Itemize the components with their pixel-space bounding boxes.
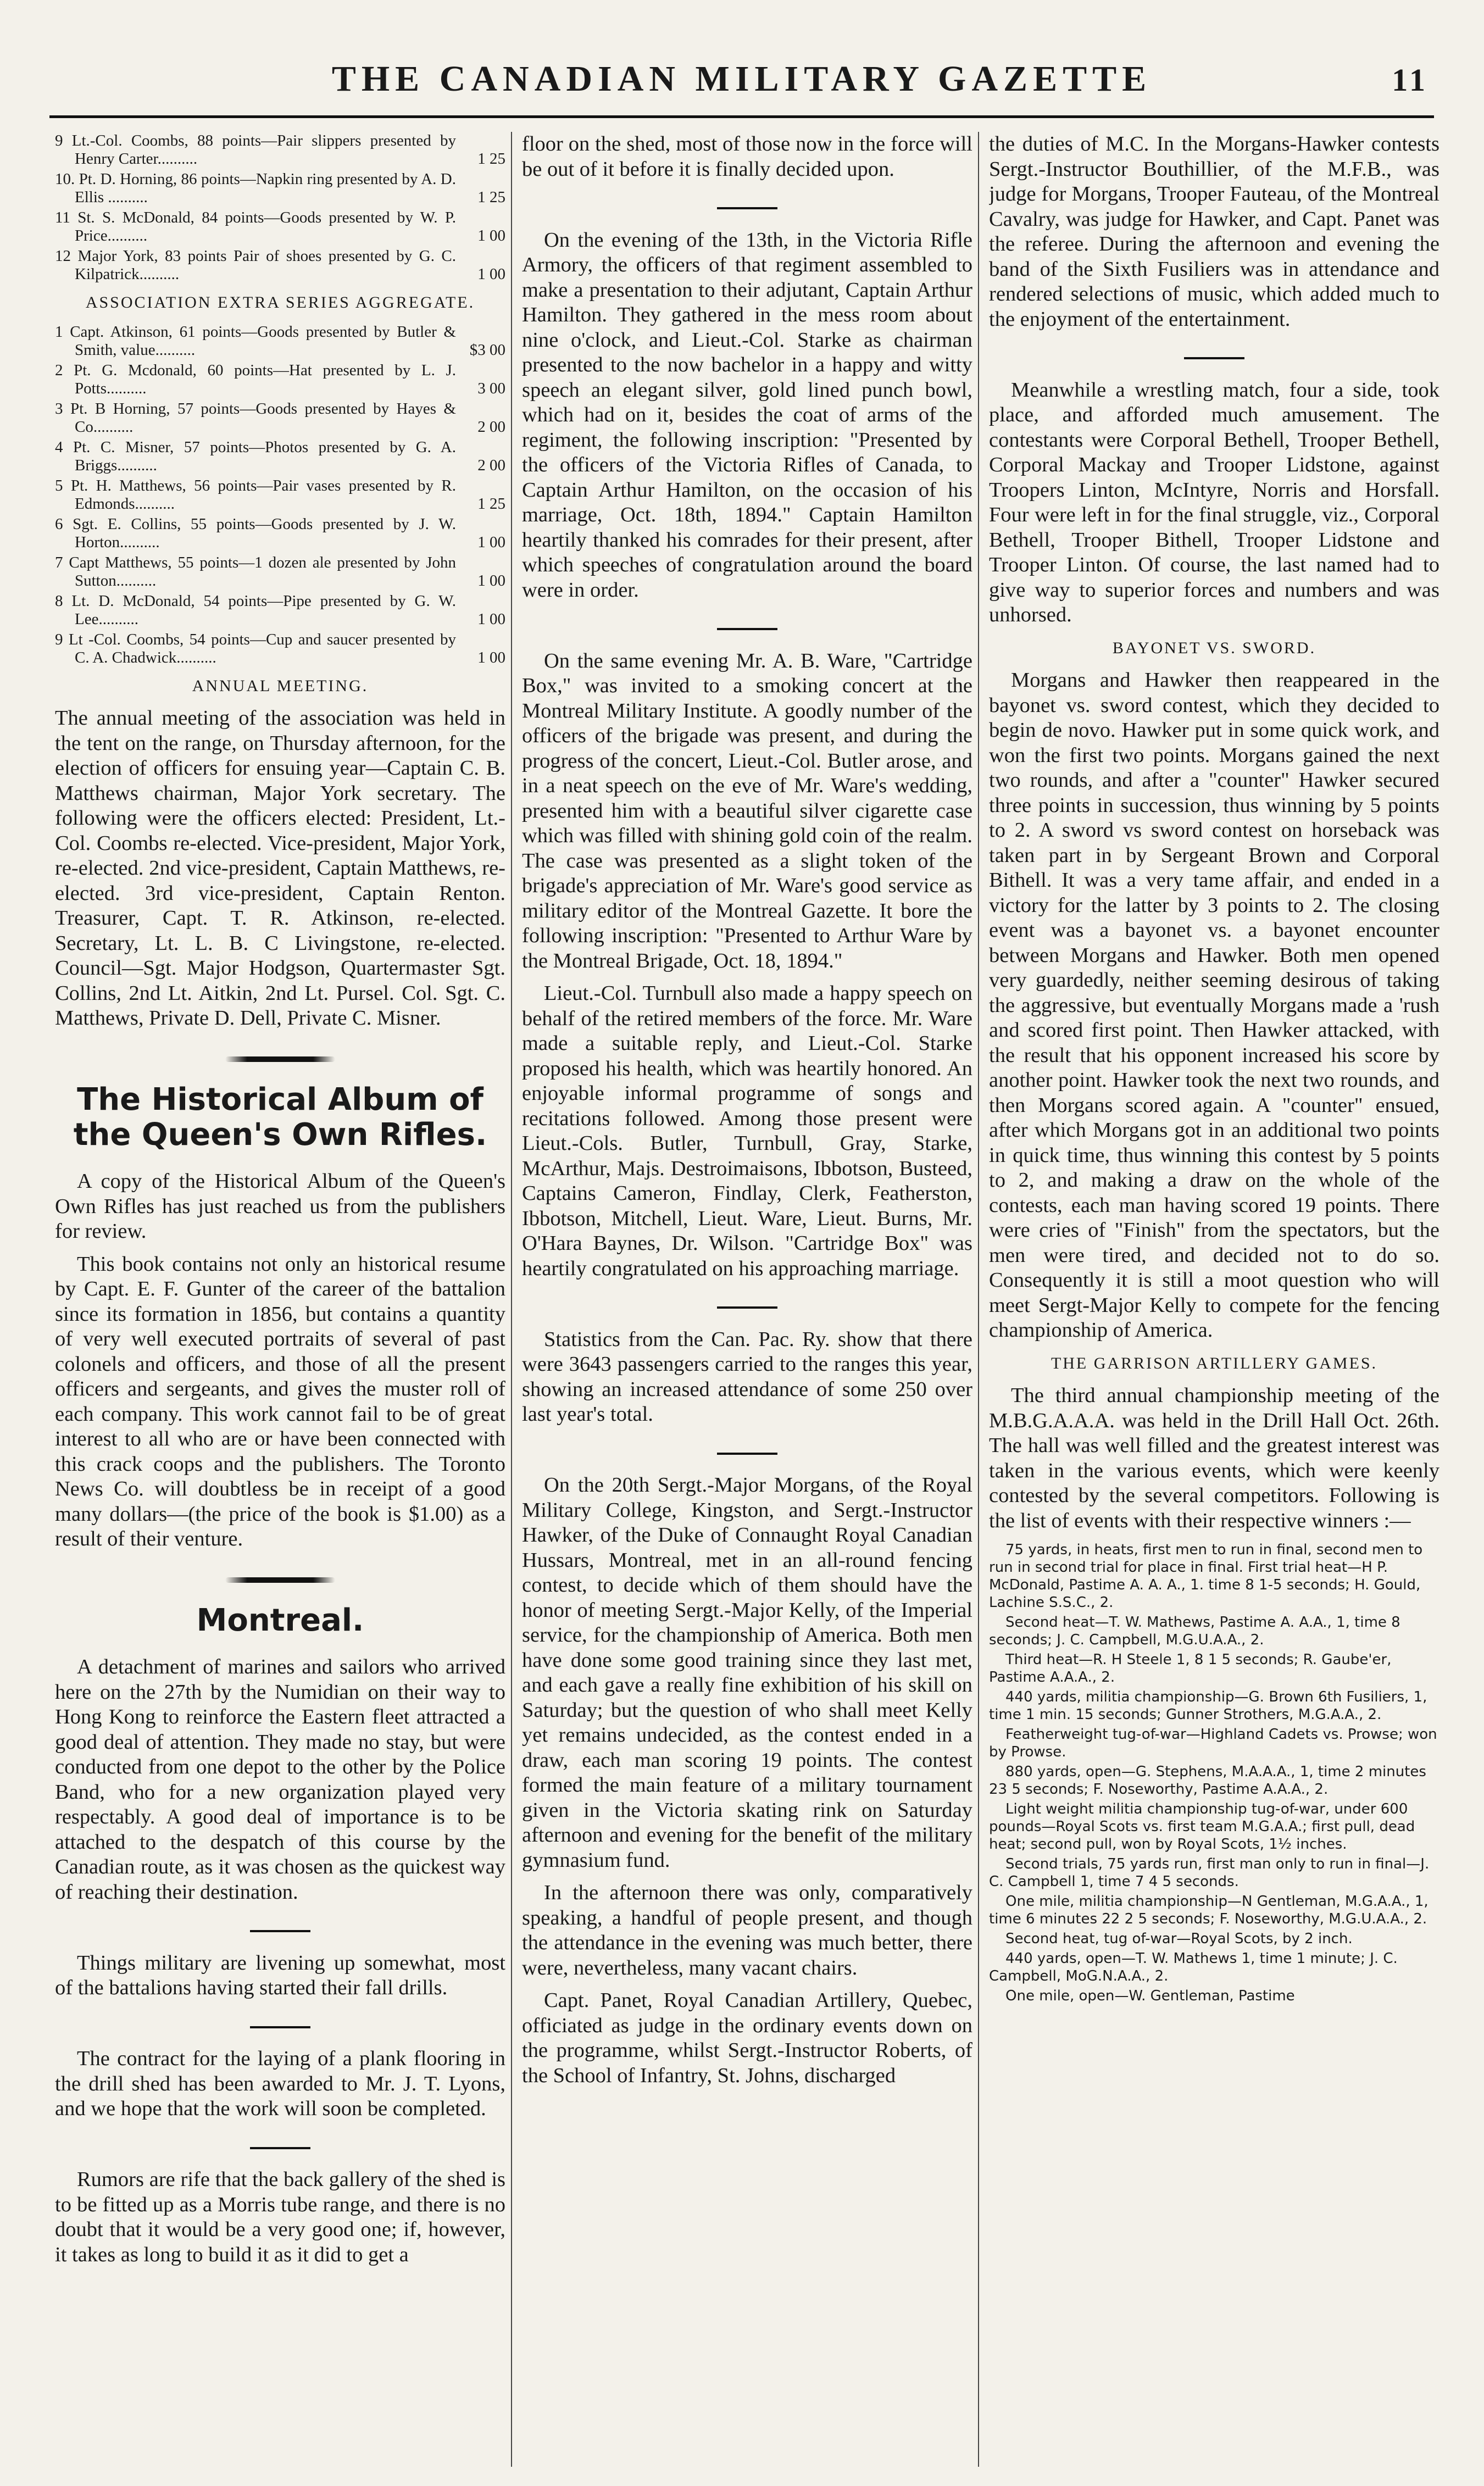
list-item: One mile, militia championship—N Gentleman, M.G.A.A., 1, time 6 minutes 22 2 5 seconds; F. Noseworthy, M.G.U.A.A., 2. [989, 1893, 1429, 1927]
article-paragraph: floor on the shed, most of those now in the force will be out of it before it is finally decided upon. [522, 132, 972, 181]
list-item: 5 Pt. H. Matthews, 56 points—Pair vases presented by R. Edmonds.......... 1 25 [55, 476, 505, 513]
article-paragraph: Statistics from the Can. Pac. Ry. show that there were 3643 passengers carried to the ranges this year, showing an increased attendance of some 250 over last year's total. [522, 1327, 972, 1426]
list-item: 12 Major York, 83 points Pair of shoes presented by G. C. Kilpatrick.......... 1 00 [55, 247, 505, 283]
list-item: One mile, open—W. Gentleman, Pastime [1005, 1988, 1295, 2004]
page-title: THE CANADIAN MILITARY GAZETTE [331, 59, 1152, 99]
list-item: 8 Lt. D. McDonald, 54 points—Pipe presented by G. W. Lee.......... 1 00 [55, 592, 505, 628]
article-headline: The Historical Album of the Queen's Own Rifles. [73, 1082, 487, 1153]
list-item: 440 yards, militia championship—G. Brown 6th Fusiliers, 1, time 1 min. 15 seconds; Gunner Strothers, M.G.A.A., 2. [989, 1689, 1427, 1723]
list-item: 11 St. S. McDonald, 84 points—Goods presented by W. P. Price.......... 1 00 [55, 209, 505, 244]
list-item: Light weight militia championship tug-of-war, under 600 pounds—Royal Scots vs. first team M.G.A.A.; first pull, dead heat; second pull, won by Royal Scots, 1½ inches. [989, 1801, 1415, 1853]
article-paragraph: On the same evening Mr. A. B. Ware, "Cartridge Box," was invited to a smoking concert at the Montreal Military Institute. A goodly number of the officers of the brigade was present, and during the progress of the concert, Lieut.-Col. Butler arose, and in a neat speech on the eve of Mr. Ware's wedding, presented him with a beautiful silver cigarette case which was filled with shining gold coin of the realm. The case was presented as a slight token of the brigade's appreciation of Mr. Ware's good service as military editor of the Montreal Gazette. It bore the following inscription: "Presented to Arthur Ware by the Montreal Brigade, Oct. 18, 1894." [522, 649, 972, 972]
article-paragraph: In the afternoon there was only, comparatively speaking, a handful of people present, and though the attendance in the evening was much better, there were, nevertheless, many vacant chairs. [522, 1881, 972, 1979]
section-rule [55, 2131, 505, 2156]
list-item: Third heat—R. H Steele 1, 8 1 5 seconds; R. Gaube'er, Pastime A.A.A., 2. [989, 1651, 1392, 1686]
list-item: 6 Sgt. E. Collins, 55 points—Goods presented by J. W. Horton.......... 1 00 [55, 515, 505, 551]
column-divider [978, 132, 979, 2467]
list-item: 4 Pt. C. Misner, 57 points—Photos presented by G. A. Briggs.......... 2 00 [55, 438, 505, 474]
masthead [49, 55, 1434, 118]
article-paragraph: Things military are livening up somewhat, most of the battalions having started their fall drills. [55, 1951, 505, 1999]
article-paragraph: Rumors are rife that the back gallery of the shed is to be fitted up as a Morris tube range, and there is no doubt that it would be a very good one; if, however, it takes as long to build it as it did to get a [55, 2168, 505, 2266]
section-rule [55, 2010, 505, 2035]
list-item: 75 yards, in heats, first men to run in final, second men to run in second trial for place in final. First trial heat—H P. McDonald, Pastime A. A. A., 1. time 8 1-5 seconds; H. Gould, Lachine S.S.C., 2. [989, 1542, 1423, 1611]
section-rule [989, 341, 1439, 366]
list-item: Second trials, 75 yards run, first man only to run in final—J. C. Campbell 1, time 7 4 5 seconds. [989, 1856, 1430, 1890]
list-item: 9 Lt.-Col. Coombs, 88 points—Pair slippers presented by Henry Carter.......... 1 25 [55, 132, 505, 168]
list-item: 880 yards, open—G. Stephens, M.A.A.A., 1, time 2 minutes 23 5 seconds; F. Noseworthy, Pastime A.A.A., 2. [989, 1764, 1426, 1798]
section-subheading: THE GARRISON ARTILLERY GAMES. [1051, 1354, 1378, 1372]
article-paragraph: This book contains not only an historical resume by Capt. E. F. Gunter of the career of the battalion since its formation in 1856, but contains a quantity of very well executed portraits of several of past colonels and officers, and those of all the present officers and sergeants, and gives the muster roll of each company. This work cannot fail to be of great interest to all who are or have been connected with this crack coops and the publishers. The Toronto News Co. will doubtless be in receipt of a good many dollars—(the price of the book is $1.00) as a result of their venture. [55, 1252, 505, 1550]
prize-list [55, 132, 505, 283]
section-subheading: ASSOCIATION EXTRA SERIES AGGREGATE. [85, 293, 475, 312]
article-paragraph: Meanwhile a wrestling match, four a side, took place, and afforded much amusement. The contestants were Corporal Bethell, Trooper Bethell, Corporal Mackay and Trooper Lidstone, against Troopers Linton, McIntyre, Norris and Horsfall. Four were left in for the final struggle, viz., Corporal Bethell, Trooper Bithell, Trooper Lidstone and Trooper Linton. Of course, the last named had to give way to superior forces and numbers and was unhorsed. [989, 378, 1439, 626]
article-paragraph: Capt. Panet, Royal Canadian Artillery, Quebec, officiated as judge in the ordinary events down on the programme, whilst Sergt.-Instructor Roberts, of the School of Infantry, St. Johns, discharged [522, 1989, 972, 2087]
ornament-divider [55, 1564, 505, 1589]
list-item: 1 Capt. Atkinson, 61 points—Goods presented by Butler & Smith, value.......... $3 00 [55, 322, 505, 359]
article-paragraph: the duties of M.C. In the Morgans-Hawker contests Sergt.-Instructor Bouthillier, of the M.F.B., was judge for Morgans, Trooper Fauteau, of the Montreal Cavalry, was judge for Hawker, and Capt. Panet was the referee. During the afternoon and evening the band of the Sixth Fusiliers was in attendance and rendered selections of music, which added much to the enjoyment of the entertainment. [989, 132, 1439, 331]
article-paragraph: Morgans and Hawker then reappeared in the bayonet vs. sword contest, which they decided to begin de novo. Hawker put in some quick work, and won the first two points. Morgans gained the next two rounds, and after a "counter" Hawker secured three points in succession, thus winning by 5 points to 2. A sword vs sword contest on horseback was taken part in by Sergeant Brown and Corporal Bithell. It was a very tame affair, and ended in a victory for the latter by 3 points to 2. The closing event was a bayonet vs. a bayonet encounter between Morgans and Hawker. Both men opened very guardedly, neither seeming desirous of taking the aggressive, but eventually Morgans made a 'rush and scored first point. Then Hawker attacked, with the result that his opponent increased his score by another point. Hawker took the next two rounds, and then Morgans scored again. A "counter" ensued, after which Morgans got in an additional two points in quick time, thus winning this contest by 5 points to 2, and making a draw on the whole of the contests, each man having scored 19 points. There were cries of "Finish" from the spectators, but the men were tired, and decided not to do so. Consequently it is still a moot question who will meet Sergt-Major Kelly to compete for the fencing championship of America. [989, 669, 1439, 1342]
aggregate-list [55, 323, 505, 667]
list-item: 10. Pt. D. Horning, 86 points—Napkin ring presented by A. D. Ellis .......... 1 25 [55, 170, 505, 206]
article-headline: Montreal. [196, 1603, 364, 1638]
article-paragraph: A detachment of marines and sailors who arrived here on the 27th by the Numidian on their way to Hong Kong to reinforce the Eastern fleet attracted a good deal of attention. They made no stay, but were conducted from one depot to the other by the Police Band, who for a new organization played very respectably. A good deal of importance is to be attached to the despatch of this course by the Canadian route, as it was chosen as the quickest way of reaching their destination. [55, 1655, 505, 1904]
section-rule [522, 611, 972, 637]
article-paragraph: Lieut.-Col. Turnbull also made a happy speech on behalf of the retired members of the force. Mr. Ware made a suitable reply, and Lieut.-Col. Starke proposed his health, which was heartily honored. An enjoyable informal programme of songs and recitations followed. Among those present were Lieut.-Cols. Butler, Turnbull, Gray, Starke, McArthur, Majs. Destroimaisons, Ibbotson, Busteed, Captains Cameron, Findlay, Clerk, Featherston, Ibbotson, Mitchell, Lieut. Ware, Lieut. Burns, Mr. O'Hara Baynes, Dr. Wilson. "Cartridge Box" was heartily congratulated on his approaching marriage. [522, 982, 972, 1280]
column-divider [511, 132, 512, 2467]
section-rule [55, 1914, 505, 1939]
section-rule [522, 1290, 972, 1315]
article-paragraph: The annual meeting of the association was held in the tent on the range, on Thursday afternoon, for the election of officers for ensuing year—Captain C. B. Matthews chairman, Major York secretary. The following were the officers elected: President, Lt.-Col. Coombs re-elected. Vice-president, Major York, re-elected. 2nd vice-president, Captain Matthews, re-elected. 3rd vice-president, Captain Renton. Treasurer, Capt. T. R. Atkinson, re-elected. Secretary, Lt. L. B. C Livingstone, re-elected. Council—Sgt. Major Hodgson, Quartermaster Sgt. Collins, 2nd Lt. Aitkin, 2nd Lt. Pursel. Col. Sgt. C. Matthews, Private D. Dell, Private C. Misner. [55, 707, 505, 1030]
list-item: 2 Pt. G. Mcdonald, 60 points—Hat presented by L. J. Potts.......... 3 00 [55, 361, 505, 397]
article-paragraph: The third annual championship meeting of the M.B.G.A.A.A. was held in the Drill Hall Oct. 26th. The hall was well filled and the greatest interest was taken in the various events, which were keenly contested by the several competitors. Following is the list of events with their respective winners :— [989, 1384, 1439, 1532]
section-rule [522, 1436, 972, 1461]
column-1 [55, 132, 505, 2472]
list-item: 9 Lt -Col. Coombs, 54 points—Cup and saucer presented by C. A. Chadwick.......... 1 00 [55, 630, 505, 666]
page-number: 11 [1392, 62, 1429, 98]
column-3 [989, 132, 1439, 2472]
events-list [989, 1541, 1439, 2005]
ornament-divider [55, 1043, 505, 1069]
article-paragraph: The contract for the laying of a plank flooring in the drill shed has been awarded to Mr. J. T. Lyons, and we hope that the work will soon be completed. [55, 2047, 505, 2120]
column-2 [522, 132, 972, 2472]
list-item: 3 Pt. B Horning, 57 points—Goods presented by Hayes & Co.......... 2 00 [55, 399, 505, 436]
section-subheading: ANNUAL MEETING. [192, 676, 369, 695]
list-item: Featherweight tug-of-war—Highland Cadets vs. Prowse; won by Prowse. [989, 1726, 1437, 1760]
article-paragraph: On the evening of the 13th, in the Victoria Rifle Armory, the officers of that regiment assembled to make a presentation to their adjutant, Captain Arthur Hamilton. They gathered in the mess room about nine o'clock, and Lieut.-Col. Starke as chairman presented to the now bachelor in a happy and witty speech an elegant silver, gold lined punch bowl, which had on it, besides the coat of arms of the regiment, the following inscription: "Presented by the officers of the Victoria Rifles of Canada, to Captain Arthur Hamilton, on the occasion of his marriage, Oct. 18th, 1894." Captain Hamilton heartily thanked his comrades for their present, after which speeches of congratulation around the board were in order. [522, 228, 972, 602]
section-subheading: BAYONET VS. SWORD. [1112, 638, 1316, 657]
list-item: 440 yards, open—T. W. Mathews 1, time 1 minute; J. C. Campbell, MoG.N.A.A., 2. [989, 1950, 1398, 1984]
list-item: 7 Capt Matthews, 55 points—1 dozen ale presented by John Sutton.......... 1 00 [55, 553, 505, 589]
section-rule [522, 191, 972, 216]
article-paragraph: On the 20th Sergt.-Major Morgans, of the Royal Military College, Kingston, and Sergt.-Instructor Hawker, of the Duke of Connaught Royal Canadian Hussars, Montreal, met in an all-round fencing contest, to decide which of them should have the honor of meeting Sergt.-Major Kelly, of the Imperial service, for the championship of America. Both men have done some good training since they last met, and each gave a really fine exhibition of his skill on Saturday; but the question of who shall meet Kelly yet remains undecided, as the contest ended in a draw, each man scoring 19 points. The contest formed the main feature of a military tournament given in the Victoria skating rink on Saturday afternoon and evening for the benefit of the military gymnasium fund. [522, 1473, 972, 1872]
list-item: Second heat—T. W. Mathews, Pastime A. A.A., 1, time 8 seconds; J. C. Campbell, M.G.U.A.A., 2. [989, 1614, 1400, 1648]
article-paragraph: A copy of the Historical Album of the Queen's Own Rifles has just reached us from the publishers for review. [55, 1170, 505, 1243]
list-item: Second heat, tug of-war—Royal Scots, by 2 inch. [1005, 1931, 1353, 1947]
